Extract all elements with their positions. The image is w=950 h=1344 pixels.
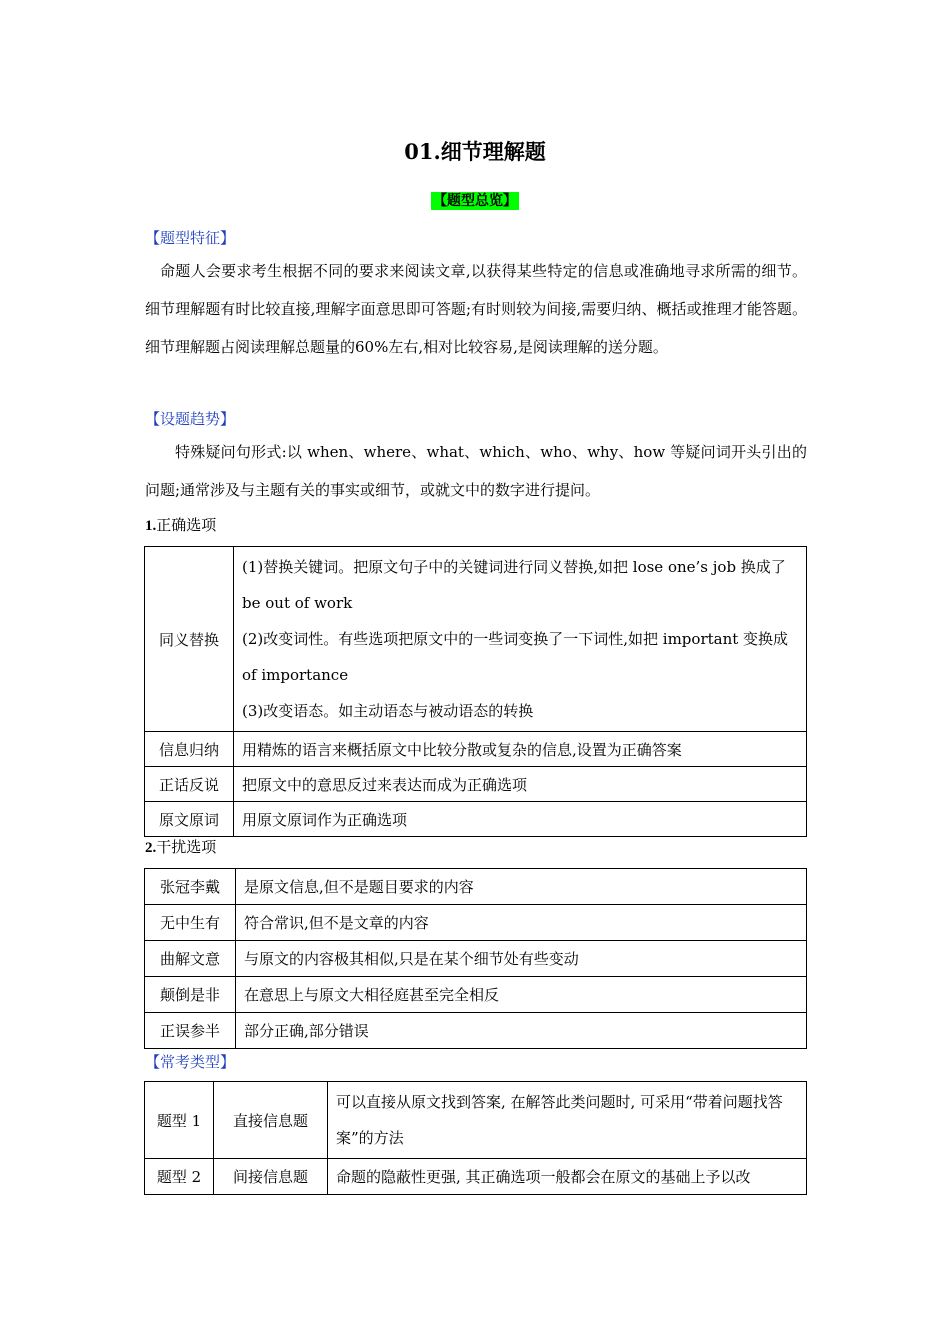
table-row <box>145 1159 807 1195</box>
option-desc-cell: 用原文原词作为正确选项 <box>234 802 807 837</box>
distractor-options-heading: 2.干扰选项 <box>145 838 217 856</box>
question-types-table <box>144 1081 807 1195</box>
distractor-type-cell: 无中生有 <box>145 905 236 941</box>
table-row <box>145 547 807 732</box>
table-row <box>145 802 807 837</box>
distractor-options-table <box>144 868 807 1049</box>
features-paragraph: 命题人会要求考生根据不同的要求来阅读文章,以获得某些特定的信息或准确地寻求所需的细节。细节理解题有时比较直接,理解字面意思即可答题;有时则较为间接,需要归纳、概括或推理才能答题。细节理解题占阅读理解总题量的60%左右,相对比较容易,是阅读理解的送分题。 <box>145 262 807 356</box>
option-type-cell: 信息归纳 <box>145 732 234 767</box>
table-row <box>145 732 807 767</box>
type-number-cell: 题型 2 <box>145 1159 214 1195</box>
option-desc-cell: 把原文中的意思反过来表达而成为正确选项 <box>234 767 807 802</box>
type-name-cell: 间接信息题 <box>214 1159 328 1195</box>
type-desc-cell: 可以直接从原文找到答案, 在解答此类问题时, 可采用“带着问题找答案”的方法 <box>328 1082 807 1159</box>
table-row <box>145 869 807 905</box>
section-heading-types: 【常考类型】 <box>145 1053 236 1071</box>
section-heading-features: 【题型特征】 <box>145 229 236 247</box>
distractor-type-cell: 颠倒是非 <box>145 977 236 1013</box>
option-desc-cell: 用精炼的语言来概括原文中比较分散或复杂的信息,设置为正确答案 <box>234 732 807 767</box>
distractor-desc-cell: 与原文的内容极其相似,只是在某个细节处有些变动 <box>236 941 807 977</box>
option-type-cell: 同义替换 <box>145 547 234 732</box>
page-title: 01.细节理解题 <box>404 139 546 164</box>
option-desc-cell: (1)替换关键词。把原文句子中的关键词进行同义替换,如把 lose one’s job 换成了 be out of work (2)改变词性。有些选项把原文中的一些词变换了一下词性,如把 important 变换成 of importance (3)改变语态。如主动语态与被动语态的转换 <box>234 547 807 732</box>
distractor-desc-cell: 是原文信息,但不是题目要求的内容 <box>236 869 807 905</box>
table-row <box>145 1082 807 1159</box>
distractor-desc-cell: 部分正确,部分错误 <box>236 1013 807 1049</box>
correct-options-heading: 1.正确选项 <box>145 516 217 534</box>
table-row <box>145 905 807 941</box>
type-name-cell: 直接信息题 <box>214 1082 328 1159</box>
overview-label: 【题型总览】 <box>433 193 517 209</box>
option-type-cell: 原文原词 <box>145 802 234 837</box>
distractor-desc-cell: 符合常识,但不是文章的内容 <box>236 905 807 941</box>
distractor-type-cell: 张冠李戴 <box>145 869 236 905</box>
table-row <box>145 941 807 977</box>
distractor-type-cell: 正误参半 <box>145 1013 236 1049</box>
section-heading-trends: 【设题趋势】 <box>145 410 236 428</box>
trends-paragraph: 特殊疑问句形式:以 when、where、what、which、who、why、how 等疑问词开头引出的问题;通常涉及与主题有关的事实或细节，或就文中的数字进行提问。 <box>145 443 807 499</box>
table-row <box>145 977 807 1013</box>
distractor-desc-cell: 在意思上与原文大相径庭甚至完全相反 <box>236 977 807 1013</box>
option-type-cell: 正话反说 <box>145 767 234 802</box>
table-row <box>145 1013 807 1049</box>
type-number-cell: 题型 1 <box>145 1082 214 1159</box>
table-row <box>145 767 807 802</box>
type-desc-cell: 命题的隐蔽性更强, 其正确选项一般都会在原文的基础上予以改 <box>328 1159 807 1195</box>
distractor-type-cell: 曲解文意 <box>145 941 236 977</box>
correct-options-table <box>144 546 807 837</box>
